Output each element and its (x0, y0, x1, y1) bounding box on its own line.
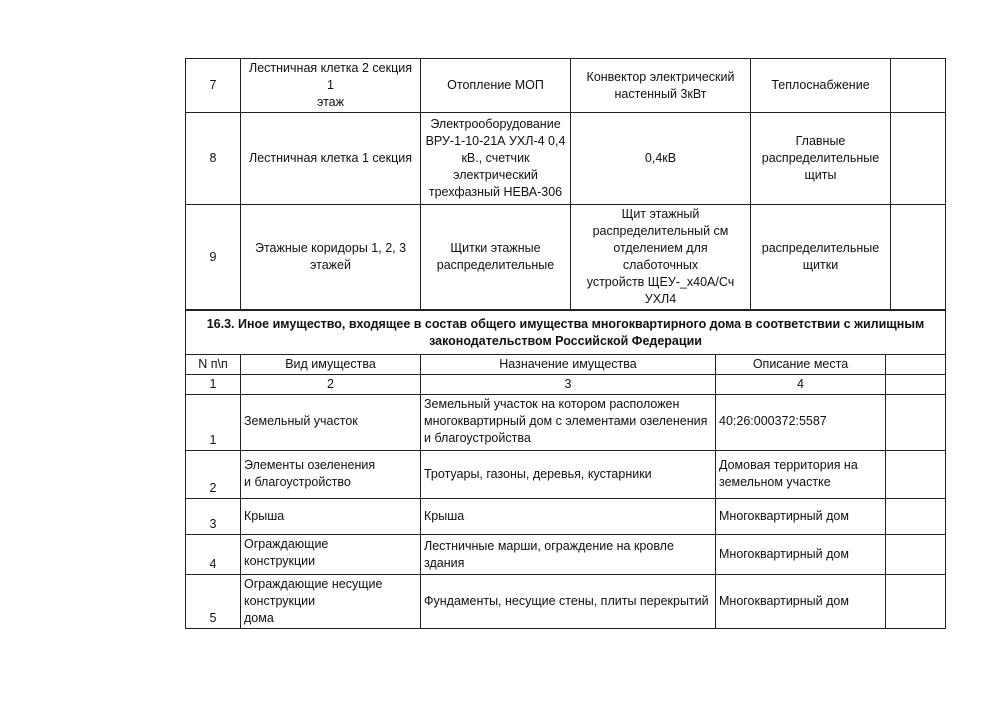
header-location: Описание места (716, 355, 886, 375)
purpose-cell: Щитки этажные распределительные (421, 205, 571, 310)
extra-cell (886, 395, 946, 451)
location-cell: Многоквартирный дом (716, 575, 886, 629)
row-number: 4 (186, 535, 241, 575)
common-property-table (185, 310, 946, 629)
header-purpose: Назначение имущества (421, 355, 716, 375)
extra-cell (891, 59, 946, 113)
row-number: 8 (186, 113, 241, 205)
kind-cell: Крыша (241, 499, 421, 535)
section-title-row (186, 311, 946, 355)
location-cell: Домовая территория на земельном участке (716, 451, 886, 499)
system-cell: Теплоснабжение (751, 59, 891, 113)
header-row (186, 355, 946, 375)
equipment-cell: Щит этажный распределительный см отделением для слаботочных устройств ЩЕУ-_х40А/Сч УХЛ4 (571, 205, 751, 310)
place-cell: Лестничная клетка 1 секция (241, 113, 421, 205)
row-number: 3 (186, 499, 241, 535)
extra-cell (891, 205, 946, 310)
equipment-table (185, 58, 946, 310)
header-number: N п\п (186, 355, 241, 375)
kind-cell: Ограждающие несущие конструкции дома (241, 575, 421, 629)
system-cell: распределительные щитки (751, 205, 891, 310)
system-cell: Главные распределительные щиты (751, 113, 891, 205)
table-row (186, 395, 946, 451)
column-number-row (186, 375, 946, 395)
location-cell: 40:26:000372:5587 (716, 395, 886, 451)
row-number: 7 (186, 59, 241, 113)
place-cell: Этажные коридоры 1, 2, 3 этажей (241, 205, 421, 310)
header-extra (886, 355, 946, 375)
row-number: 5 (186, 575, 241, 629)
purpose-cell: Электрооборудование ВРУ-1-10-21А УХЛ-4 0,4 кВ., счетчик электрический трехфазный НЕВА-306 (421, 113, 571, 205)
kind-cell: Земельный участок (241, 395, 421, 451)
location-cell: Многоквартирный дом (716, 535, 886, 575)
table-row (186, 499, 946, 535)
col-number-2: 2 (241, 375, 421, 395)
extra-cell (886, 499, 946, 535)
table-row (186, 113, 946, 205)
col-number-extra (886, 375, 946, 395)
section-title: 16.3. Иное имущество, входящее в состав общего имущества многоквартирного дома в соответствии с жилищным законодательством Российской Федерации (186, 311, 946, 355)
extra-cell (886, 451, 946, 499)
table-row (186, 205, 946, 310)
purpose-cell: Отопление МОП (421, 59, 571, 113)
purpose-cell: Земельный участок на котором расположен многоквартирный дом с элементами озеленения и благоустройства (421, 395, 716, 451)
extra-cell (886, 535, 946, 575)
col-number-1: 1 (186, 375, 241, 395)
purpose-cell: Тротуары, газоны, деревья, кустарники (421, 451, 716, 499)
equipment-cell: Конвектор электрический настенный 3кВт (571, 59, 751, 113)
purpose-cell: Фундаменты, несущие стены, плиты перекрытий (421, 575, 716, 629)
location-cell: Многоквартирный дом (716, 499, 886, 535)
equipment-cell: 0,4кВ (571, 113, 751, 205)
kind-cell: Ограждающие конструкции (241, 535, 421, 575)
table-row (186, 59, 946, 113)
row-number: 1 (186, 395, 241, 451)
header-kind: Вид имущества (241, 355, 421, 375)
table-row (186, 451, 946, 499)
row-number: 2 (186, 451, 241, 499)
kind-cell: Элементы озеленения и благоустройство (241, 451, 421, 499)
purpose-cell: Лестничные марши, ограждение на кровле здания (421, 535, 716, 575)
extra-cell (891, 113, 946, 205)
table-row (186, 535, 946, 575)
purpose-cell: Крыша (421, 499, 716, 535)
col-number-4: 4 (716, 375, 886, 395)
row-number: 9 (186, 205, 241, 310)
col-number-3: 3 (421, 375, 716, 395)
place-cell: Лестничная клетка 2 секция 1 этаж (241, 59, 421, 113)
extra-cell (886, 575, 946, 629)
table-row (186, 575, 946, 629)
